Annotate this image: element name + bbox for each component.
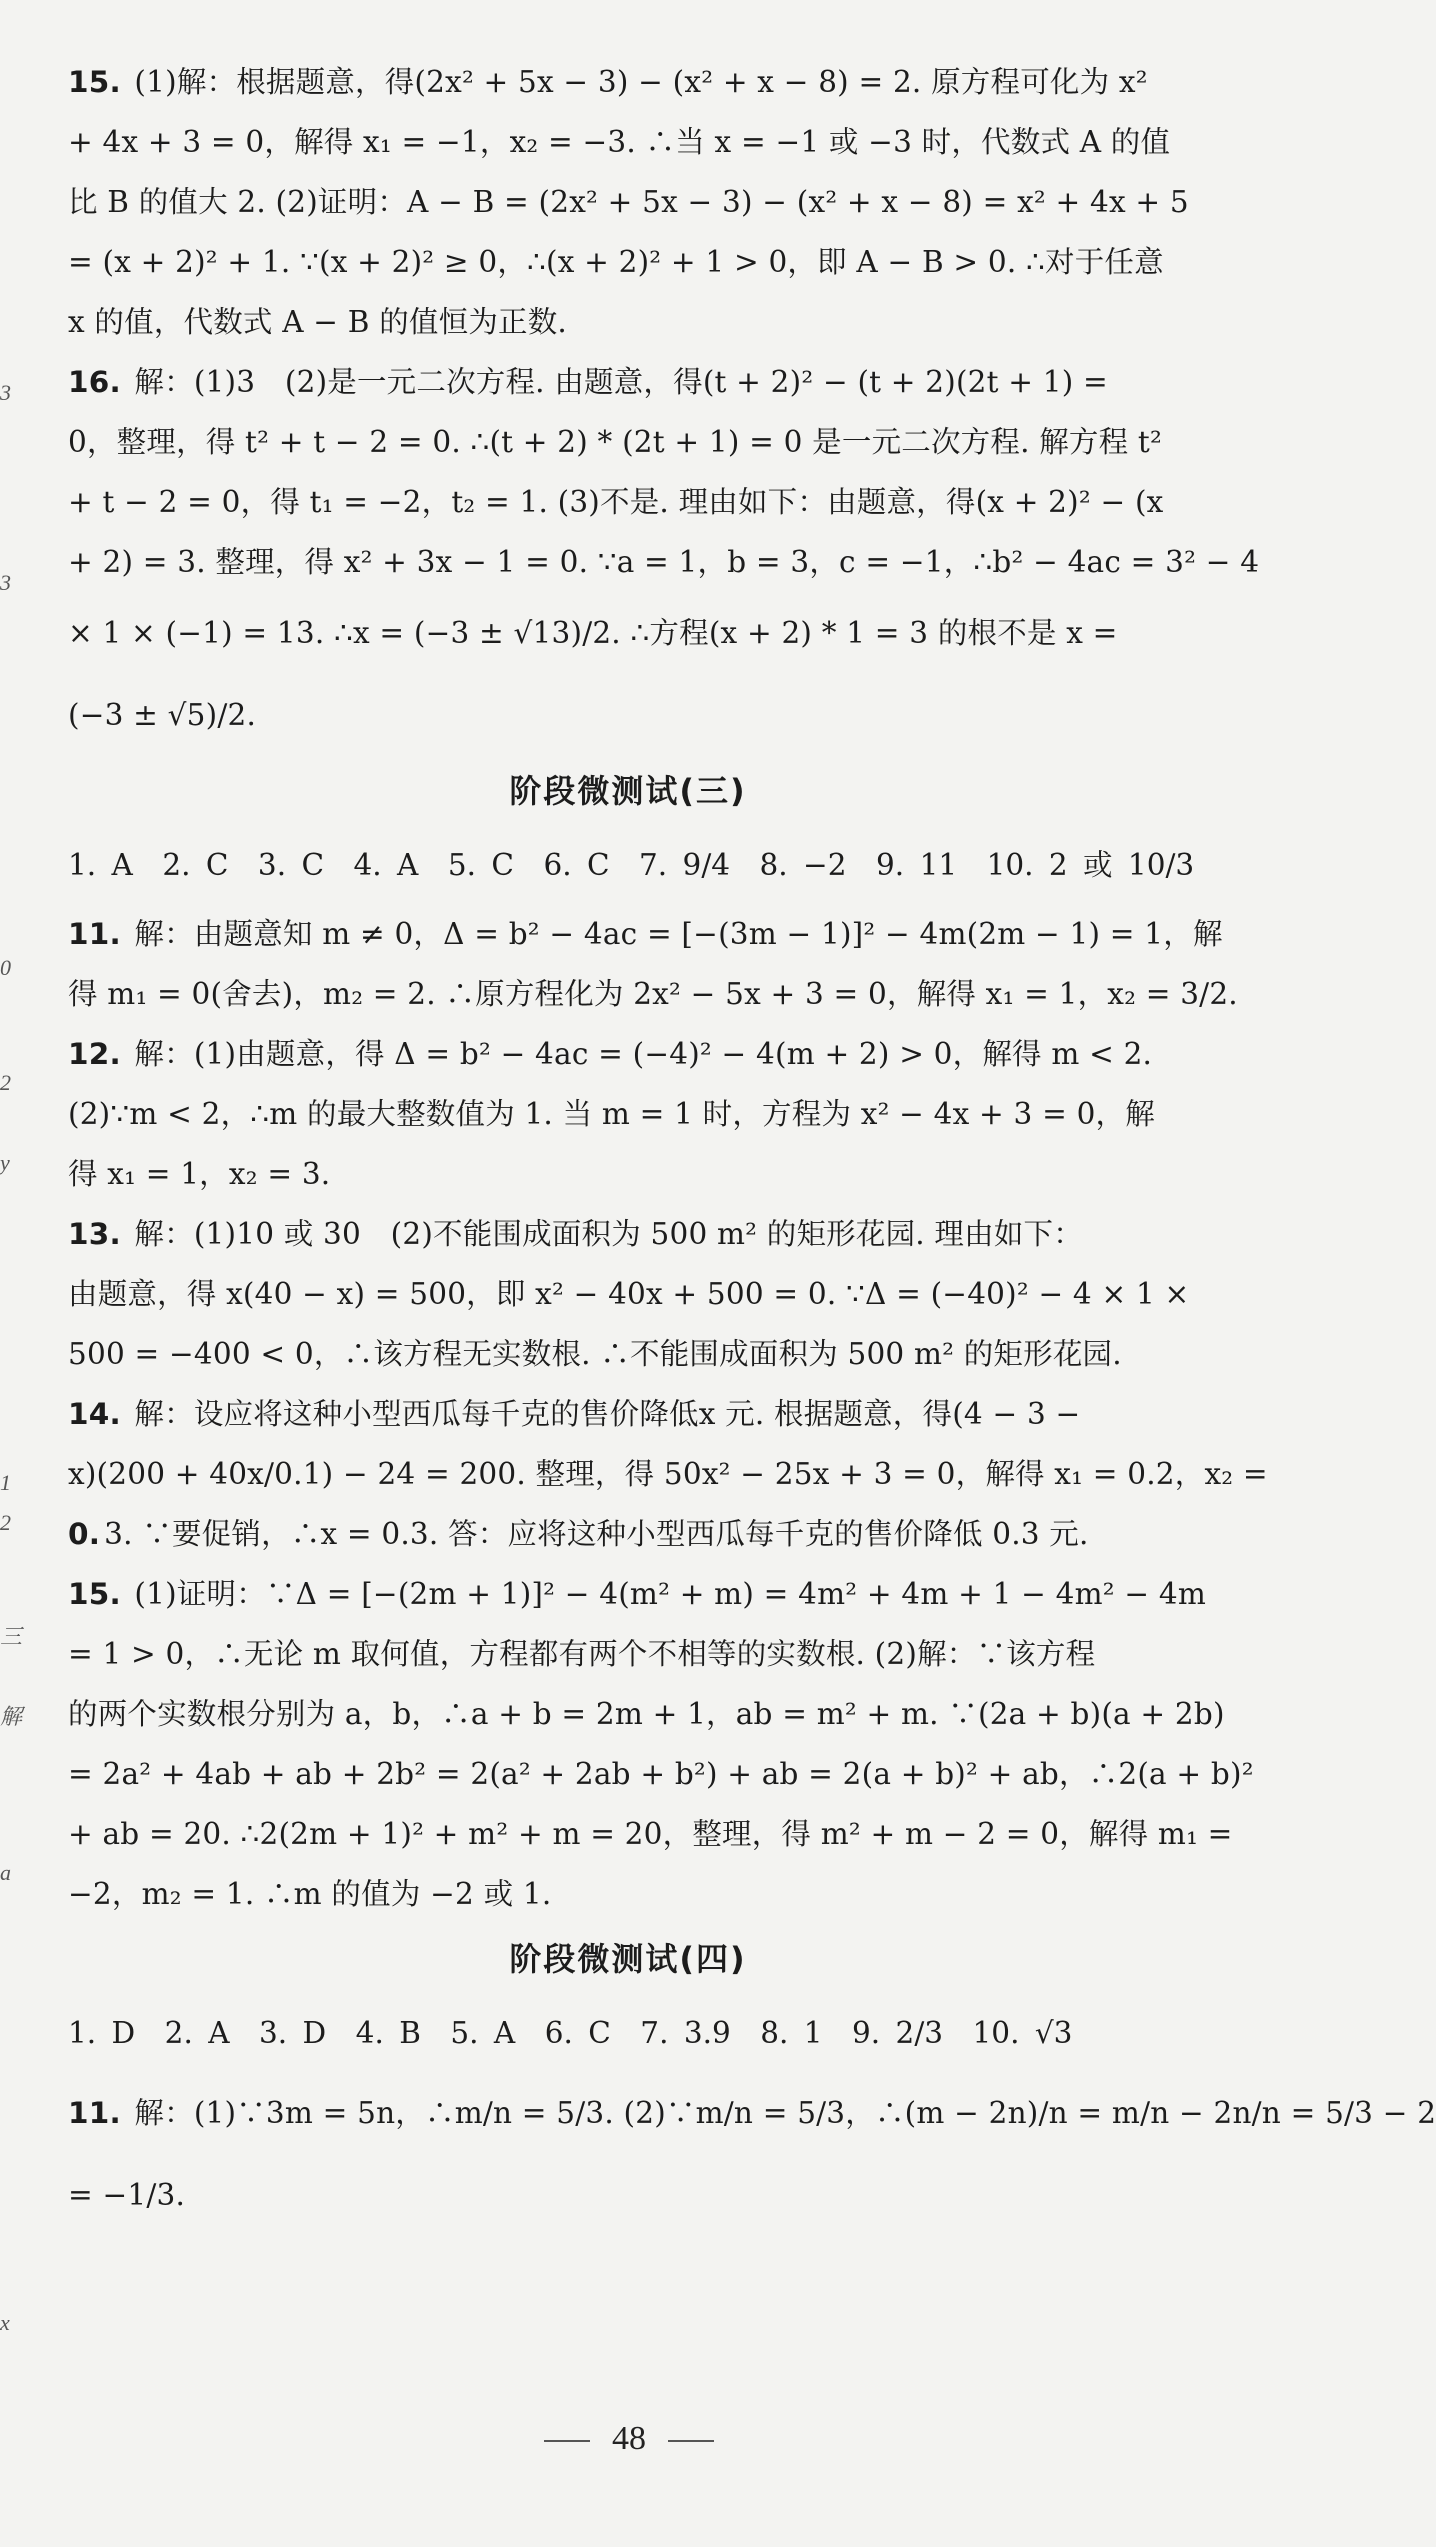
margin-fragment: 0 [0,955,11,980]
text-line: 15. (1)解：根据题意，得(2x² + 5x − 3) − (x² + x − 8) = 2. 原方程可化为 x² [68,65,1148,99]
margin-fragment: 解 [0,1704,23,1729]
text-line: 0，整理，得 t² + t − 2 = 0. ∴(t + 2) * (2t + 1) = 0 是一元二次方程. 解方程 t² [68,425,1162,459]
text-line: = 2a² + 4ab + ab + 2b² = 2(a² + 2ab + b²) + ab = 2(a + b)² + ab，∴2(a + b)² [68,1757,1254,1791]
section-title: 阶段微测试(四) [509,1940,747,1978]
text-line: + t − 2 = 0，得 t₁ = −2，t₂ = 1. (3)不是. 理由如下：由题意，得(x + 2)² − (x [68,485,1164,519]
footer-dash [544,2440,590,2442]
margin-fragment: y [0,1150,10,1175]
margin-fragment: 3 [0,380,11,405]
text-line: 16. 解：(1)3 (2)是一元二次方程. 由题意，得(t + 2)² − (t + 2)(2t + 1) = [68,365,1108,399]
margin-fragment: 三 [0,1624,23,1649]
text-line: −2，m₂ = 1. ∴m 的值为 −2 或 1. [68,1877,552,1911]
page-number: 48 [612,2420,646,2457]
text-line: + ab = 20. ∴2(2m + 1)² + m² + m = 20，整理，得 m² + m − 2 = 0，解得 m₁ = [68,1817,1233,1851]
margin-fragment: a [0,1860,11,1885]
text-line: 得 m₁ = 0(舍去)，m₂ = 2. ∴原方程化为 2x² − 5x + 3 = 0，解得 x₁ = 1，x₂ = 3/2. [68,977,1238,1011]
text-line: x)(200 + 40x/0.1) − 24 = 200. 整理，得 50x² − 25x + 3 = 0，解得 x₁ = 0.2，x₂ = [68,1457,1268,1491]
text-line: (−3 ± √5)/2. [68,698,257,732]
text-line: 比 B 的值大 2. (2)证明：A − B = (2x² + 5x − 3) − (x² + x − 8) = x² + 4x + 5 [68,185,1189,219]
text-line: = (x + 2)² + 1. ∵(x + 2)² ≥ 0，∴(x + 2)² + 1 > 0，即 A − B > 0. ∴对于任意 [68,245,1164,279]
page-footer [0,2420,1258,2458]
text-line: 的两个实数根分别为 a，b，∴a + b = 2m + 1，ab = m² + m. ∵(2a + b)(a + 2b) [68,1697,1225,1731]
margin-fragment: 1 [0,1470,11,1495]
margin-fragment: x [0,2310,10,2335]
text-line: 11. 解：由题意知 m ≠ 0，Δ = b² − 4ac = [−(3m − 1)]² − 4m(2m − 1) = 1，解 [68,917,1223,951]
section-title: 阶段微测试(三) [509,772,747,810]
text-line: (2)∵m < 2，∴m 的最大整数值为 1. 当 m = 1 时，方程为 x² − 4x + 3 = 0，解 [68,1097,1155,1131]
text-line: + 2) = 3. 整理，得 x² + 3x − 1 = 0. ∵a = 1，b = 3，c = −1，∴b² − 4ac = 3² − 4 [68,545,1260,579]
answer-key-row: 1. D 2. A 3. D 4. B 5. A 6. C 7. 3.9 8. 1 9. 2/3 10. √3 [68,2016,1073,2050]
text-line: x 的值，代数式 A − B 的值恒为正数. [68,305,568,339]
margin-fragment: 2 [0,1070,11,1095]
content-column [68,52,1436,2236]
text-line: 15. (1)证明：∵Δ = [−(2m + 1)]² − 4(m² + m) = 4m² + 4m + 1 − 4m² − 4m [68,1577,1207,1611]
text-line: 由题意，得 x(40 − x) = 500，即 x² − 40x + 500 = 0. ∵Δ = (−40)² − 4 × 1 × [68,1277,1190,1311]
text-line: 0. 3. ∵要促销，∴x = 0.3. 答：应将这种小型西瓜每千克的售价降低 0.3 元. [68,1517,1089,1551]
footer-dash [668,2440,714,2442]
text-line: = −1/3. [68,2178,186,2212]
text-line: 得 x₁ = 1，x₂ = 3. [68,1157,331,1191]
margin-fragment: 2 [0,1510,11,1535]
answer-key-row: 1. A 2. C 3. C 4. A 5. C 6. C 7. 9/4 8. −2 9. 11 10. 2 或 10/3 [68,848,1195,882]
text-line: = 1 > 0，∴无论 m 取何值，方程都有两个不相等的实数根. (2)解：∵该方程 [68,1637,1096,1671]
text-line: × 1 × (−1) = 13. ∴x = (−3 ± √13)/2. ∴方程(x + 2) * 1 = 3 的根不是 x = [68,616,1118,650]
margin-fragment: 3 [0,570,11,595]
text-line: 14. 解：设应将这种小型西瓜每千克的售价降低x 元. 根据题意，得(4 − 3 − [68,1397,1081,1431]
text-line: 500 = −400 < 0，∴该方程无实数根. ∴不能围成面积为 500 m² 的矩形花园. [68,1337,1122,1371]
text-line: 13. 解：(1)10 或 30 (2)不能围成面积为 500 m² 的矩形花园. 理由如下： [68,1217,1083,1251]
text-line: 11. 解：(1)∵3m = 5n，∴m/n = 5/3. (2)∵m/n = 5/3，∴(m − 2n)/n = m/n − 2n/n = 5/3 − 2 [68,2096,1436,2130]
text-line: + 4x + 3 = 0，解得 x₁ = −1，x₂ = −3. ∴当 x = −1 或 −3 时，代数式 A 的值 [68,125,1171,159]
text-line: 12. 解：(1)由题意，得 Δ = b² − 4ac = (−4)² − 4(m + 2) > 0，解得 m < 2. [68,1037,1153,1071]
